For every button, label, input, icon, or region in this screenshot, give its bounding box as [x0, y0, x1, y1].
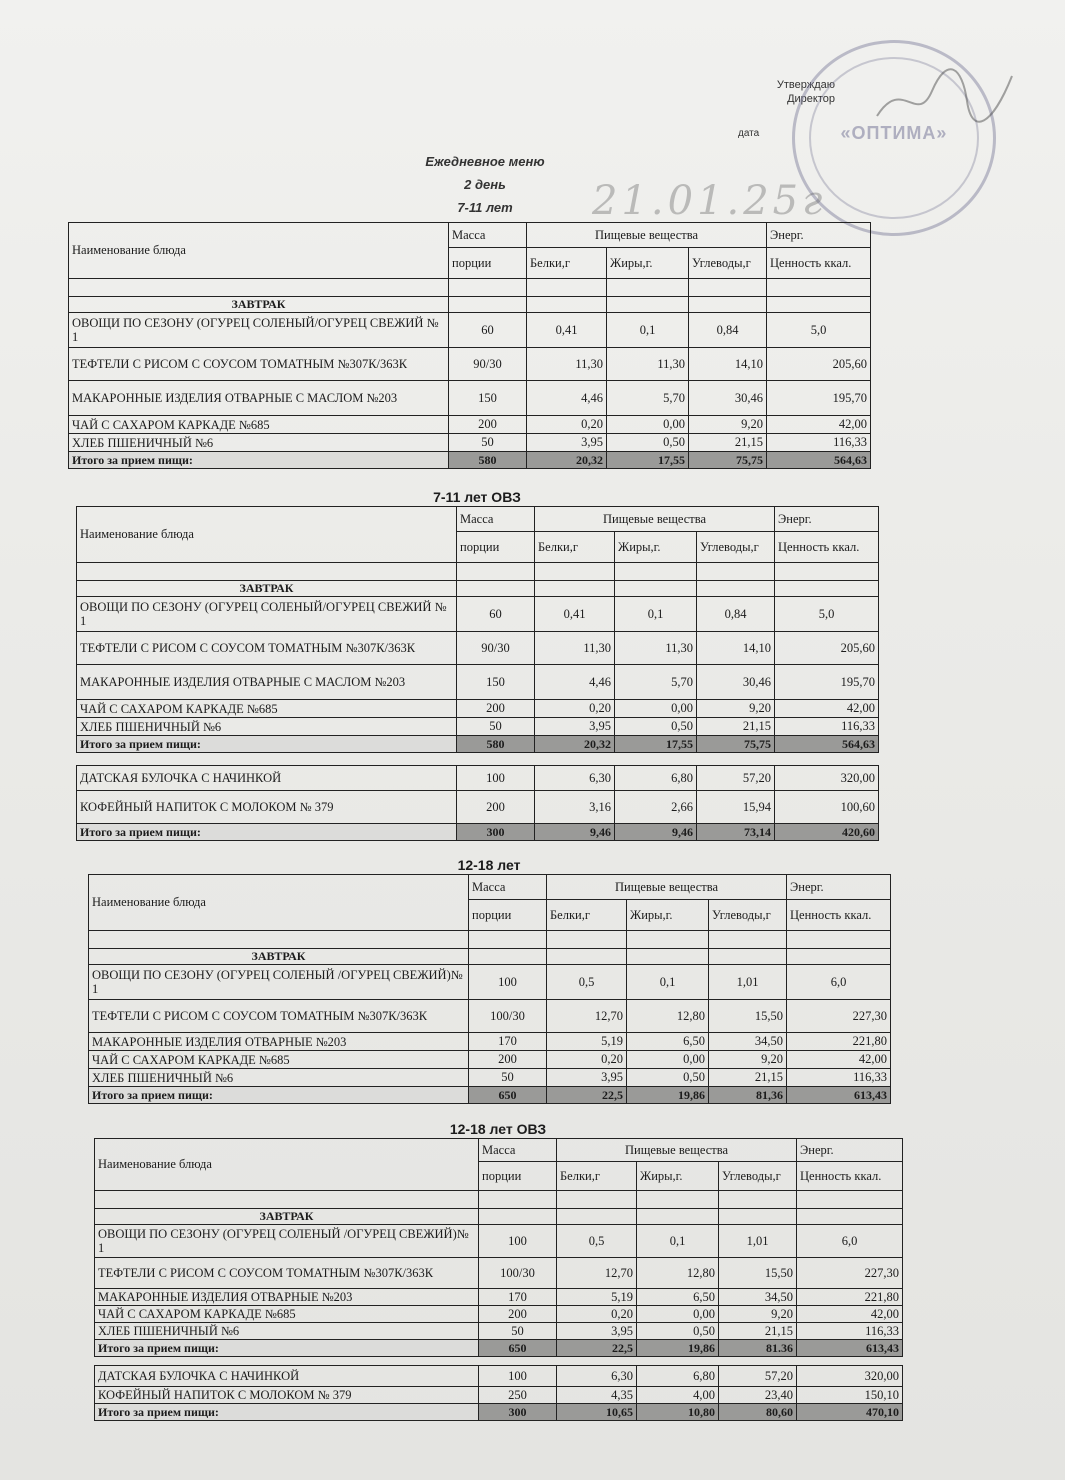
dish-name: ЧАЙ С САХАРОМ КАРКАДЕ №685 [77, 700, 457, 718]
dish-kcal: 227,30 [787, 1000, 891, 1033]
meal-label: ЗАВТРАК [77, 581, 457, 597]
table-row [89, 1069, 891, 1087]
dish-protein: 0,20 [535, 700, 615, 718]
total-label: Итого за прием пищи: [95, 1404, 479, 1421]
dish-carbs: 21,15 [689, 434, 767, 452]
table-row [69, 434, 871, 452]
column-header-fat: Жиры,г. [615, 532, 697, 563]
dish-protein: 0,20 [527, 416, 607, 434]
total-mass: 580 [457, 736, 535, 753]
dish-kcal: 116,33 [797, 1323, 903, 1340]
table-row [95, 1258, 903, 1289]
total-row [95, 1340, 903, 1357]
snack-table [76, 765, 879, 841]
dish-name: ХЛЕБ ПШЕНИЧНЫЙ №6 [95, 1323, 479, 1340]
dish-name: ЧАЙ С САХАРОМ КАРКАДЕ №685 [69, 416, 449, 434]
table-spacer-row [69, 279, 871, 297]
menu-title: Ежедневное меню [425, 154, 545, 169]
dish-name: ТЕФТЕЛИ С РИСОМ С СОУСОМ ТОМАТНЫМ №307К/363К [77, 632, 457, 665]
dish-fat: 2,66 [615, 791, 697, 824]
dish-name: МАКАРОННЫЕ ИЗДЕЛИЯ ОТВАРНЫЕ №203 [95, 1289, 479, 1306]
meal-row [69, 297, 871, 313]
section-caption: 7-11 лет ОВЗ [433, 489, 521, 505]
dish-protein: 0,20 [547, 1051, 627, 1069]
snack-table [94, 1365, 903, 1421]
table-row [95, 1323, 903, 1340]
dish-fat: 0,1 [637, 1225, 719, 1258]
dish-protein: 3,95 [557, 1323, 637, 1340]
dish-mass: 200 [469, 1051, 547, 1069]
total-kcal: 613,43 [797, 1340, 903, 1357]
dish-fat: 4,00 [637, 1387, 719, 1404]
dish-kcal: 116,33 [767, 434, 871, 452]
dish-carbs: 34,50 [709, 1033, 787, 1051]
dish-mass: 60 [449, 313, 527, 348]
total-kcal: 470,10 [797, 1404, 903, 1421]
dish-mass: 100 [457, 766, 535, 791]
dish-carbs: 57,20 [697, 766, 775, 791]
table-row [89, 965, 891, 1000]
table-row [89, 1033, 891, 1051]
dish-mass: 150 [457, 665, 535, 700]
dish-protein: 3,95 [527, 434, 607, 452]
dish-kcal: 5,0 [767, 313, 871, 348]
dish-mass: 90/30 [457, 632, 535, 665]
dish-mass: 100 [469, 965, 547, 1000]
dish-carbs: 9,20 [709, 1051, 787, 1069]
column-header-fat: Жиры,г. [627, 900, 709, 931]
column-header-energy: Энерг. [775, 507, 879, 532]
dish-kcal: 100,60 [775, 791, 879, 824]
total-protein: 22,5 [557, 1340, 637, 1357]
dish-kcal: 205,60 [775, 632, 879, 665]
total-row [89, 1087, 891, 1104]
dish-fat: 0,1 [607, 313, 689, 348]
dish-mass: 50 [479, 1323, 557, 1340]
dish-mass: 90/30 [449, 348, 527, 381]
dish-mass: 200 [449, 416, 527, 434]
table-row [77, 791, 879, 824]
dish-protein: 3,95 [535, 718, 615, 736]
meal-row [89, 949, 891, 965]
column-header-protein: Белки,г [557, 1162, 637, 1191]
dish-mass: 170 [469, 1033, 547, 1051]
table-spacer-row [77, 563, 879, 581]
dish-carbs: 23,40 [719, 1387, 797, 1404]
dish-carbs: 14,10 [689, 348, 767, 381]
menu-day: 2 день [464, 177, 506, 192]
total-fat: 10,80 [637, 1404, 719, 1421]
dish-kcal: 195,70 [775, 665, 879, 700]
table-row [95, 1306, 903, 1323]
table-row [77, 597, 879, 632]
column-header-mass: Масса [449, 223, 527, 248]
total-kcal: 420,60 [775, 824, 879, 841]
column-header-energy: Энерг. [797, 1139, 903, 1162]
dish-carbs: 15,50 [719, 1258, 797, 1289]
column-header-protein: Белки,г [527, 248, 607, 279]
dish-fat: 12,80 [637, 1258, 719, 1289]
dish-kcal: 116,33 [775, 718, 879, 736]
dish-kcal: 42,00 [797, 1306, 903, 1323]
dish-name: ДАТСКАЯ БУЛОЧКА С НАЧИНКОЙ [77, 766, 457, 791]
section-caption: 12-18 лет [457, 857, 521, 873]
dish-fat: 0,50 [637, 1323, 719, 1340]
column-header-nutrients: Пищевые вещества [547, 875, 787, 900]
table-row [89, 1051, 891, 1069]
dish-mass: 170 [479, 1289, 557, 1306]
total-protein: 22,5 [547, 1087, 627, 1104]
dish-carbs: 21,15 [709, 1069, 787, 1087]
table-header-row [69, 223, 871, 248]
dish-fat: 6,80 [615, 766, 697, 791]
column-header-protein: Белки,г [535, 532, 615, 563]
column-header-nutrients: Пищевые вещества [535, 507, 775, 532]
dish-carbs: 15,50 [709, 1000, 787, 1033]
dish-name: КОФЕЙНЫЙ НАПИТОК С МОЛОКОМ № 379 [77, 791, 457, 824]
dish-protein: 12,70 [547, 1000, 627, 1033]
menu-section [76, 488, 878, 841]
column-header-kcal: Ценность ккал. [775, 532, 879, 563]
table-row [77, 718, 879, 736]
dish-fat: 5,70 [615, 665, 697, 700]
dish-mass: 200 [479, 1306, 557, 1323]
column-header-kcal: Ценность ккал. [767, 248, 871, 279]
total-fat: 17,55 [607, 452, 689, 469]
dish-fat: 6,50 [637, 1289, 719, 1306]
table-row [69, 313, 871, 348]
table-row [77, 665, 879, 700]
dish-kcal: 320,00 [775, 766, 879, 791]
dish-name: МАКАРОННЫЕ ИЗДЕЛИЯ ОТВАРНЫЕ С МАСЛОМ №203 [69, 381, 449, 416]
column-header-fat: Жиры,г. [637, 1162, 719, 1191]
dish-protein: 5,19 [547, 1033, 627, 1051]
handwritten-date: 21.01.25г [592, 178, 827, 224]
dish-mass: 50 [469, 1069, 547, 1087]
dish-protein: 12,70 [557, 1258, 637, 1289]
table-row [77, 766, 879, 791]
dish-kcal: 42,00 [775, 700, 879, 718]
column-header-carbs: Углеводы,г [697, 532, 775, 563]
dish-mass: 100 [479, 1366, 557, 1387]
dish-fat: 0,00 [637, 1306, 719, 1323]
approval-title: Утверждаю [776, 79, 835, 91]
column-header-mass: Масса [469, 875, 547, 900]
menu-table [88, 874, 891, 1104]
dish-carbs: 30,46 [697, 665, 775, 700]
menu-table [94, 1138, 903, 1357]
dish-name: МАКАРОННЫЕ ИЗДЕЛИЯ ОТВАРНЫЕ С МАСЛОМ №203 [77, 665, 457, 700]
total-kcal: 564,63 [767, 452, 871, 469]
dish-protein: 11,30 [535, 632, 615, 665]
table-row [77, 632, 879, 665]
dish-carbs: 21,15 [719, 1323, 797, 1340]
dish-carbs: 9,20 [689, 416, 767, 434]
dish-mass: 200 [457, 791, 535, 824]
dish-carbs: 30,46 [689, 381, 767, 416]
dish-protein: 3,95 [547, 1069, 627, 1087]
total-protein: 10,65 [557, 1404, 637, 1421]
dish-fat: 11,30 [607, 348, 689, 381]
dish-fat: 0,1 [615, 597, 697, 632]
dish-protein: 0,5 [557, 1225, 637, 1258]
dish-name: МАКАРОННЫЕ ИЗДЕЛИЯ ОТВАРНЫЕ №203 [89, 1033, 469, 1051]
dish-mass: 50 [457, 718, 535, 736]
dish-fat: 6,80 [637, 1366, 719, 1387]
dish-carbs: 57,20 [719, 1366, 797, 1387]
dish-fat: 6,50 [627, 1033, 709, 1051]
total-mass: 650 [479, 1340, 557, 1357]
dish-fat: 0,50 [615, 718, 697, 736]
dish-kcal: 6,0 [797, 1225, 903, 1258]
stamp-text: «ОПТИМА» [840, 123, 948, 143]
dish-protein: 0,20 [557, 1306, 637, 1323]
total-label: Итого за прием пищи: [77, 736, 457, 753]
meal-row [95, 1209, 903, 1225]
dish-fat: 0,50 [627, 1069, 709, 1087]
menu-table [68, 222, 871, 469]
column-header-energy: Энерг. [787, 875, 891, 900]
dish-fat: 0,50 [607, 434, 689, 452]
total-mass: 300 [457, 824, 535, 841]
total-carbs: 75,75 [689, 452, 767, 469]
column-header-name: Наименование блюда [95, 1139, 479, 1191]
dish-mass: 100/30 [469, 1000, 547, 1033]
dish-kcal: 221,80 [797, 1289, 903, 1306]
column-header-portion: порции [449, 248, 527, 279]
meal-label: ЗАВТРАК [69, 297, 449, 313]
dish-protein: 4,35 [557, 1387, 637, 1404]
dish-carbs: 9,20 [697, 700, 775, 718]
dish-mass: 250 [479, 1387, 557, 1404]
column-header-mass: Масса [479, 1139, 557, 1162]
column-header-carbs: Углеводы,г [689, 248, 767, 279]
column-header-portion: порции [479, 1162, 557, 1191]
dish-protein: 3,16 [535, 791, 615, 824]
dish-kcal: 42,00 [767, 416, 871, 434]
dish-protein: 4,46 [527, 381, 607, 416]
total-fat: 9,46 [615, 824, 697, 841]
menu-table [76, 506, 879, 753]
dish-name: ДАТСКАЯ БУЛОЧКА С НАЧИНКОЙ [95, 1366, 479, 1387]
dish-kcal: 5,0 [775, 597, 879, 632]
dish-name: ЧАЙ С САХАРОМ КАРКАДЕ №685 [89, 1051, 469, 1069]
total-mass: 580 [449, 452, 527, 469]
dish-fat: 11,30 [615, 632, 697, 665]
table-header-row [95, 1139, 903, 1162]
total-label: Итого за прием пищи: [95, 1340, 479, 1357]
table-row [95, 1387, 903, 1404]
column-header-kcal: Ценность ккал. [797, 1162, 903, 1191]
dish-name: ХЛЕБ ПШЕНИЧНЫЙ №6 [77, 718, 457, 736]
menu-section [94, 1120, 902, 1421]
dish-name: ОВОЩИ ПО СЕЗОНУ (ОГУРЕЦ СОЛЕНЫЙ/ОГУРЕЦ СВЕЖИЙ № 1 [77, 597, 457, 632]
total-fat: 17,55 [615, 736, 697, 753]
dish-mass: 50 [449, 434, 527, 452]
table-row [69, 381, 871, 416]
dish-name: ОВОЩИ ПО СЕЗОНУ (ОГУРЕЦ СОЛЕНЫЙ /ОГУРЕЦ СВЕЖИЙ)№ 1 [95, 1225, 479, 1258]
total-kcal: 613,43 [787, 1087, 891, 1104]
total-row [69, 452, 871, 469]
dish-kcal: 6,0 [787, 965, 891, 1000]
total-protein: 20,32 [527, 452, 607, 469]
dish-carbs: 14,10 [697, 632, 775, 665]
dish-protein: 5,19 [557, 1289, 637, 1306]
dish-kcal: 205,60 [767, 348, 871, 381]
dish-name: ХЛЕБ ПШЕНИЧНЫЙ №6 [69, 434, 449, 452]
total-protein: 20,32 [535, 736, 615, 753]
total-mass: 300 [479, 1404, 557, 1421]
dish-mass: 100 [479, 1225, 557, 1258]
column-header-fat: Жиры,г. [607, 248, 689, 279]
menu-age: 7-11 лет [457, 200, 513, 215]
dish-name: ТЕФТЕЛИ С РИСОМ С СОУСОМ ТОМАТНЫМ №307К/363К [69, 348, 449, 381]
menu-section [68, 222, 870, 469]
dish-protein: 6,30 [557, 1366, 637, 1387]
total-label: Итого за прием пищи: [77, 824, 457, 841]
column-header-carbs: Углеводы,г [719, 1162, 797, 1191]
dish-name: ТЕФТЕЛИ С РИСОМ С СОУСОМ ТОМАТНЫМ №307К/363К [89, 1000, 469, 1033]
dish-fat: 0,00 [607, 416, 689, 434]
total-protein: 9,46 [535, 824, 615, 841]
column-header-portion: порции [469, 900, 547, 931]
column-header-energy: Энерг. [767, 223, 871, 248]
section-caption: 12-18 лет ОВЗ [449, 1121, 547, 1137]
table-spacer-row [95, 1191, 903, 1209]
dish-protein: 6,30 [535, 766, 615, 791]
column-header-portion: порции [457, 532, 535, 563]
column-header-kcal: Ценность ккал. [787, 900, 891, 931]
total-fat: 19,86 [637, 1340, 719, 1357]
approval-position: Директор [787, 93, 835, 105]
total-label: Итого за прием пищи: [69, 452, 449, 469]
dish-protein: 0,41 [535, 597, 615, 632]
dish-mass: 200 [457, 700, 535, 718]
dish-name: ОВОЩИ ПО СЕЗОНУ (ОГУРЕЦ СОЛЕНЫЙ /ОГУРЕЦ СВЕЖИЙ)№ 1 [89, 965, 469, 1000]
dish-carbs: 1,01 [719, 1225, 797, 1258]
column-header-name: Наименование блюда [69, 223, 449, 279]
dish-kcal: 116,33 [787, 1069, 891, 1087]
column-header-nutrients: Пищевые вещества [527, 223, 767, 248]
table-row [77, 700, 879, 718]
dish-kcal: 227,30 [797, 1258, 903, 1289]
meal-label: ЗАВТРАК [95, 1209, 479, 1225]
dish-name: ХЛЕБ ПШЕНИЧНЫЙ №6 [89, 1069, 469, 1087]
dish-name: ОВОЩИ ПО СЕЗОНУ (ОГУРЕЦ СОЛЕНЫЙ/ОГУРЕЦ СВЕЖИЙ № 1 [69, 313, 449, 348]
dish-carbs: 9,20 [719, 1306, 797, 1323]
table-header-row [77, 507, 879, 532]
dish-protein: 0,41 [527, 313, 607, 348]
column-header-name: Наименование блюда [89, 875, 469, 931]
dish-kcal: 320,00 [797, 1366, 903, 1387]
dish-kcal: 150,10 [797, 1387, 903, 1404]
column-header-nutrients: Пищевые вещества [557, 1139, 797, 1162]
total-row [77, 824, 879, 841]
document-title [360, 150, 610, 219]
total-carbs: 73,14 [697, 824, 775, 841]
dish-carbs: 34,50 [719, 1289, 797, 1306]
dish-protein: 4,46 [535, 665, 615, 700]
dish-fat: 12,80 [627, 1000, 709, 1033]
total-carbs: 75,75 [697, 736, 775, 753]
meal-label: ЗАВТРАК [89, 949, 469, 965]
total-label: Итого за прием пищи: [89, 1087, 469, 1104]
table-row [69, 348, 871, 381]
meal-row [77, 581, 879, 597]
dish-kcal: 195,70 [767, 381, 871, 416]
dish-carbs: 21,15 [697, 718, 775, 736]
table-row [95, 1289, 903, 1306]
total-kcal: 564,63 [775, 736, 879, 753]
dish-kcal: 221,80 [787, 1033, 891, 1051]
total-carbs: 80,60 [719, 1404, 797, 1421]
dish-name: ТЕФТЕЛИ С РИСОМ С СОУСОМ ТОМАТНЫМ №307К/363К [95, 1258, 479, 1289]
total-mass: 650 [469, 1087, 547, 1104]
column-header-name: Наименование блюда [77, 507, 457, 563]
column-header-mass: Масса [457, 507, 535, 532]
signature-icon [872, 56, 1022, 136]
table-row [95, 1366, 903, 1387]
total-row [77, 736, 879, 753]
dish-protein: 11,30 [527, 348, 607, 381]
dish-fat: 0,00 [615, 700, 697, 718]
total-fat: 19,86 [627, 1087, 709, 1104]
dish-carbs: 15,94 [697, 791, 775, 824]
dish-name: КОФЕЙНЫЙ НАПИТОК С МОЛОКОМ № 379 [95, 1387, 479, 1404]
menu-section [88, 856, 890, 1104]
dish-fat: 0,00 [627, 1051, 709, 1069]
dish-kcal: 42,00 [787, 1051, 891, 1069]
dish-mass: 100/30 [479, 1258, 557, 1289]
table-row [89, 1000, 891, 1033]
table-row [95, 1225, 903, 1258]
column-header-protein: Белки,г [547, 900, 627, 931]
total-carbs: 81,36 [709, 1087, 787, 1104]
table-row [69, 416, 871, 434]
table-header-row [89, 875, 891, 900]
dish-fat: 5,70 [607, 381, 689, 416]
table-spacer-row [89, 931, 891, 949]
dish-mass: 150 [449, 381, 527, 416]
dish-carbs: 0,84 [689, 313, 767, 348]
dish-protein: 0,5 [547, 965, 627, 1000]
dish-name: ЧАЙ С САХАРОМ КАРКАДЕ №685 [95, 1306, 479, 1323]
total-row [95, 1404, 903, 1421]
date-label: дата [738, 128, 760, 139]
dish-mass: 60 [457, 597, 535, 632]
dish-fat: 0,1 [627, 965, 709, 1000]
dish-carbs: 1,01 [709, 965, 787, 1000]
column-header-carbs: Углеводы,г [709, 900, 787, 931]
dish-carbs: 0,84 [697, 597, 775, 632]
total-carbs: 81.36 [719, 1340, 797, 1357]
